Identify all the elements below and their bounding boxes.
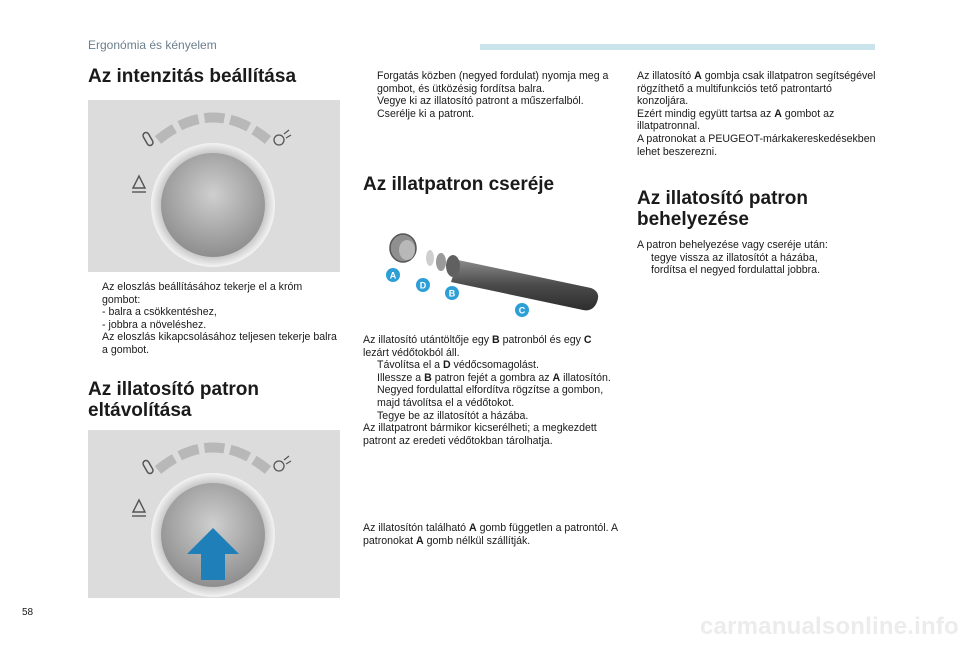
label-a xyxy=(386,268,400,282)
removal-steps xyxy=(363,70,618,120)
bullet-item: fordítsa el negyed fordulattal jobbra. xyxy=(651,264,821,277)
paragraph: Az illatosító utántöltője egy B patronból és egy C lezárt védőtokból áll. xyxy=(363,334,592,359)
watermark: carmanualsonline.info xyxy=(700,613,959,640)
section-title-replacement: Az illatpatron cseréje xyxy=(363,174,555,195)
section-title-insertion: Az illatosító patron behelyezése xyxy=(637,188,808,230)
knob-illustration xyxy=(88,100,340,272)
insertion-steps xyxy=(637,239,877,277)
paragraph: A patronokat a PEUGEOT-márkakereskedésekben lehet beszerezni. xyxy=(637,132,876,158)
label-b xyxy=(445,286,459,300)
label-d xyxy=(416,278,430,292)
knob-figure-2 xyxy=(88,430,340,598)
bullet-item: Tegye be az illatosítót a házába. xyxy=(377,409,529,422)
bullet-item: Az eloszlás beállításához tekerje el a króm gombot: xyxy=(102,281,303,306)
bullet-item: Cserélje ki a patront. xyxy=(377,107,475,120)
bullet-item: tegye vissza az illatosítót a házába, xyxy=(651,251,818,264)
svg-text:B: B xyxy=(448,288,456,299)
cartridge-figure xyxy=(363,220,616,325)
intensity-instructions xyxy=(88,281,343,357)
label-c xyxy=(515,303,529,317)
paragraph: Az illatosítón található A gomb független a patrontól. A patronokat A gomb nélkül szállítják. xyxy=(363,522,618,547)
running-header: Ergonómia és kényelem xyxy=(88,38,217,52)
paragraph: Az illatosító A gombja csak illatpatron segítségével rögzíthető a multifunkciós tető patrontartó konzoljára. xyxy=(637,70,876,108)
page-number: 58 xyxy=(22,607,34,618)
bullet-item: Vegye ki az illatosító patront a műszerfalból. xyxy=(377,95,584,108)
paragraph: Ezért mindig együtt tartsa az A gombot az illatpatronnal. xyxy=(637,107,835,133)
bullet-item: Forgatás közben (negyed fordulat) nyomja meg a gombot, és ütközésig fordítsa balra. xyxy=(377,70,609,95)
cartridge-illustration xyxy=(363,220,616,325)
knob-note xyxy=(363,522,618,547)
bullet-item: Illessze a B patron fejét a gombra az A illatosítón. xyxy=(377,371,611,384)
bullet-item: Az eloszlás kikapcsolásához teljesen tekerje balra a gombot. xyxy=(102,331,337,356)
knob-press-illustration xyxy=(88,430,340,598)
paragraph: A patron behelyezése vagy cseréje után: xyxy=(637,239,828,251)
knob-info xyxy=(637,70,877,158)
paragraph: Az illatpatront bármikor kicserélheti; a megkezdett patront az eredeti védőtokban tárolhatja. xyxy=(363,422,597,447)
bullet-item: Negyed fordulattal elfordítva rögzítse a gombon, majd távolítsa el a védőtokot. xyxy=(377,384,604,409)
svg-text:D: D xyxy=(419,280,427,291)
section-title-removal: Az illatosító patron eltávolítása xyxy=(88,379,259,421)
svg-text:A: A xyxy=(389,270,397,281)
svg-text:C: C xyxy=(518,305,526,316)
section-title-intensity: Az intenzitás beállítása xyxy=(88,66,297,87)
bullet-item: Távolítsa el a D védőcsomagolást. xyxy=(377,359,539,372)
knob-figure-1 xyxy=(88,100,340,272)
sub-item: - jobbra a növeléshez. xyxy=(102,318,207,331)
header-accent-bar xyxy=(480,44,875,50)
sub-item: - balra a csökkentéshez, xyxy=(102,306,217,319)
replacement-instructions xyxy=(363,334,618,447)
